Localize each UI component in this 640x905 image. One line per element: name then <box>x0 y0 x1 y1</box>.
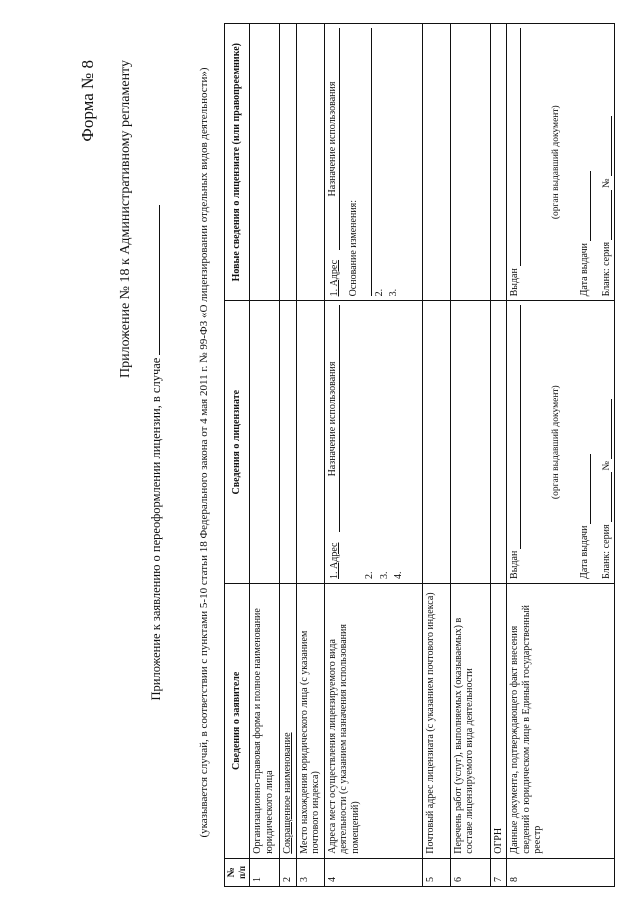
series-fill-line <box>601 472 612 522</box>
issued-line <box>509 305 521 579</box>
row-label: Организационно-правовая форма и полное наименование юридического лица <box>250 583 280 858</box>
purpose-label: Назначение использования <box>327 28 341 250</box>
table-row <box>250 24 280 887</box>
current-value-cell[interactable] <box>422 301 450 584</box>
address-label: 1. Адрес <box>328 259 340 297</box>
title-text: Приложение к заявлению о переоформлении лицензии, в случае <box>149 357 163 701</box>
new-value-cell[interactable] <box>296 24 324 301</box>
blank-series-line <box>601 305 613 579</box>
basis-line <box>362 28 372 296</box>
new-value-cell[interactable] <box>490 24 507 301</box>
current-value-cell[interactable] <box>296 301 324 584</box>
number-label: № <box>600 178 612 188</box>
issued-line <box>509 28 521 296</box>
row-number: 8 <box>507 858 615 886</box>
current-addresses-cell[interactable] <box>324 301 422 584</box>
case-blank-line <box>148 205 160 355</box>
issued-label: Выдан <box>509 550 520 579</box>
table-row <box>280 24 297 887</box>
date-fill-line <box>580 454 591 524</box>
document-subtitle: (указывается случай, в соответствии с пунктами 5-10 статьи 18 Федерального закона от 4 мая 2011 г. № 99-ФЗ «О лицензировании отдельных видов деятельности») <box>198 67 210 838</box>
header-num <box>225 858 250 886</box>
row-label: Перечень работ (услуг), выполняемых (оказываемых) в составе лицензируемого вида деятельности <box>450 583 490 858</box>
appendix-caption: Приложение № 18 к Административному регламенту <box>118 60 133 378</box>
new-addresses-cell[interactable] <box>324 24 422 301</box>
number-label: № <box>600 460 612 471</box>
number-fill-line <box>601 116 612 176</box>
table-row <box>450 24 490 887</box>
header-applicant: Сведения о заявителе <box>225 583 250 858</box>
list-item: 3. <box>388 288 399 297</box>
table-header-row <box>225 24 250 887</box>
current-value-cell[interactable] <box>490 301 507 584</box>
table-row <box>296 24 324 887</box>
issue-date-line <box>579 305 591 579</box>
row-label: Данные документа, подтверждающего факт внесения сведений о юридическом лице в Единый государственный реестр <box>507 583 615 858</box>
row-number: 2 <box>280 858 297 886</box>
row-number: 3 <box>296 858 324 886</box>
table-row <box>422 24 450 887</box>
row-number: 6 <box>450 858 490 886</box>
date-label: Дата выдачи <box>579 243 591 297</box>
issued-label: Выдан <box>509 268 520 297</box>
issuer-caption: (орган выдавший документ) <box>550 385 561 500</box>
row-label: Сокращенное наименование <box>280 583 297 858</box>
issuer-caption: (орган выдавший документ) <box>550 105 561 220</box>
list-item: 2. <box>373 288 385 297</box>
table-row <box>507 24 615 887</box>
new-address-line <box>327 28 341 296</box>
header-current: Сведения о лицензиате <box>225 301 250 584</box>
number-fill-line <box>601 399 612 459</box>
blank-series-line <box>601 28 613 296</box>
current-registry-cell[interactable] <box>507 301 615 584</box>
list-item: 4. <box>393 571 404 579</box>
row-label: Адреса мест осуществления лицензируемого вида деятельности (с указанием назначения использования помещений) <box>324 583 422 858</box>
row-number: 7 <box>490 858 507 886</box>
row-number: 1 <box>250 858 280 886</box>
address-label: 1. Адрес <box>328 542 340 579</box>
date-label: Дата выдачи <box>579 525 591 579</box>
current-value-cell[interactable] <box>450 301 490 584</box>
list-item: 2. <box>364 571 375 579</box>
date-fill-line <box>580 171 591 241</box>
row-label: Место нахождения юридического лица (с указанием почтового индекса) <box>296 583 324 858</box>
form-number: Форма № 8 <box>78 60 97 142</box>
new-value-cell[interactable] <box>450 24 490 301</box>
table-row <box>490 24 507 887</box>
header-num-label: № <box>225 867 237 878</box>
row-label: ОГРН <box>490 583 507 858</box>
table-row <box>324 24 422 887</box>
application-table <box>224 23 615 887</box>
row-number: 4 <box>324 858 422 886</box>
list-item: 3. <box>378 571 390 579</box>
issued-fill-line <box>510 305 521 548</box>
issue-date-line <box>579 28 591 296</box>
document-title <box>148 0 164 905</box>
header-num-sub: п/п <box>237 865 247 879</box>
new-value-cell[interactable] <box>280 24 297 301</box>
purpose-label: Назначение использования <box>327 305 341 532</box>
current-value-cell[interactable] <box>250 301 280 584</box>
series-fill-line <box>601 190 612 240</box>
blank-series-label: Бланк: серия <box>600 524 612 579</box>
basis-label: Основание изменения: <box>348 199 359 297</box>
issued-fill-line <box>510 28 521 266</box>
new-value-cell[interactable] <box>250 24 280 301</box>
row-number: 5 <box>422 858 450 886</box>
current-value-cell[interactable] <box>280 301 297 584</box>
new-registry-cell[interactable] <box>507 24 615 301</box>
blank-series-label: Бланк: серия <box>600 241 612 297</box>
row-label: Почтовый адрес лицензиата (с указанием почтового индекса) <box>422 583 450 858</box>
current-address-line <box>327 305 341 579</box>
new-value-cell[interactable] <box>422 24 450 301</box>
header-new: Новые сведения о лицензиате (или правопреемнике) <box>225 24 250 301</box>
